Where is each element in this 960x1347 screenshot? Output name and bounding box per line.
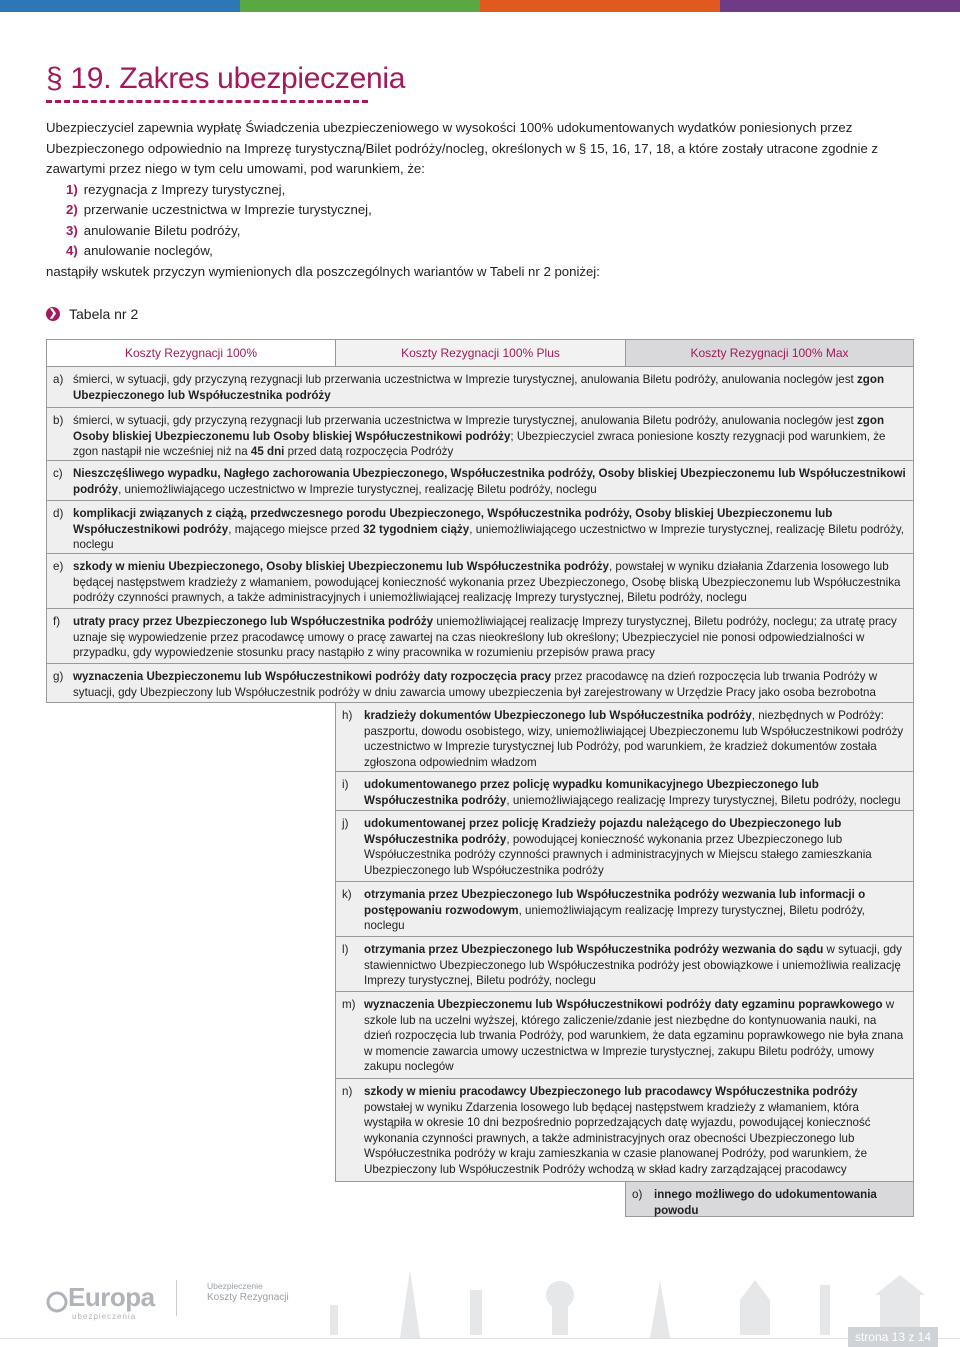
page-number: strona 13 z 14 [848, 1327, 938, 1347]
table-title-text: Tabela nr 2 [69, 306, 139, 322]
row-bold: komplikacji związanych z ciążą, przedwczesnego porodu Ubezpieczonego, Współuczestnika podróży, Osoby bliskiej Ubezpieczonemu lub Współuczestnikowi podróży [73, 507, 833, 536]
row-letter: e) [53, 560, 64, 573]
row-letter: g) [53, 670, 64, 683]
row-bold: zgon Ubezpieczonego lub Współuczestnika podróży [73, 373, 885, 402]
table-row-k [335, 881, 914, 937]
product-label [176, 1280, 289, 1316]
row-text: , uniemożliwiającym realizację Imprezy turystycznej, Biletu podróży, noclegu [364, 903, 866, 933]
product-line1: Ubezpieczenie [207, 1281, 263, 1291]
row-text: , powstałej w wyniku działania Zdarzenia losowego lub będącej następstwem kradzieży z włamaniem, powodującej konieczność wykonania przez Ubezpieczonego, Osobę bliską Ubezpieczonemu lub Współuczestnika podróży czynności prawnych, a także administracyjnych i uniemożliwiającej realizację Imprezy turystycznej, Biletu podróży, noclegu [73, 560, 901, 605]
row-bold: kradzieży dokumentów Ubezpieczonego lub Współuczestnika podróży [364, 709, 752, 722]
topbar-purple [720, 0, 960, 12]
row-bold: wyznaczenia Ubezpieczonemu lub Współuczestnikowi podróży daty egzaminu poprawkowego [364, 998, 883, 1011]
row-letter: j) [342, 817, 349, 830]
row-text: , niezbędnych w Podróży: paszportu, dowodu osobistego, wizy, uniemożliwiającej Ubezpieczonemu lub Współuczestnikowi podróży uczestnictwo w Imprezie turystycznej lub Podróży, pod warunkiem, że kradzież dokumentów została zgłoszona odpowiednim władzom [364, 709, 904, 769]
heading-underline [46, 100, 368, 103]
row-bold: otrzymania przez Ubezpieczonego lub Współuczestnika podróży wezwania lub informacji o postępowaniu rozwodowym [364, 888, 866, 917]
column-header-100-max: Koszty Rezygnacji 100% Max [625, 339, 914, 367]
row-text: uniemożliwiającej realizację Imprezy turystycznej, Biletu podróży, noclegu; za utratę pracy uznaje się wypowiedzenie przez pracodawcę umowy o pracę zawartej na czas nieokreślony lub określony; Ubezpieczyciel nie ponosi odpowiedzialności w przypadku, gdy wypowiedzenie stosunku pracy nastąpiło z winy pracownika w rozumieniu przepisów prawa pracy [73, 615, 897, 660]
row-text: śmierci, w sytuacji, gdy przyczyną rezygnacji lub przerwania uczestnictwa w Imprezie turystycznej, anulowania Biletu podróży, anulowania noclegów jest [73, 373, 857, 386]
top-color-bar [0, 0, 960, 12]
table-row-o [625, 1181, 914, 1217]
product-line2: Koszty Rezygnacji [207, 1292, 289, 1303]
row-bold: szkody w mieniu Ubezpieczonego, Osoby bliskiej Ubezpieczonemu lub Współuczestnika podróży [73, 560, 609, 573]
row-bold: innego możliwego do udokumentowania powodu [654, 1188, 877, 1217]
item-text: przerwanie uczestnictwa w Imprezie turystycznej, [83, 202, 372, 217]
list-item [66, 241, 916, 262]
row-text: w szkole lub na uczelni wyższej, którego zaliczenie/zdanie jest niezbędne do kontynuowania nauki, na dzień rozpoczęcia lub trwania Podróży, pod warunkiem, że data egzaminu poprawkowego nie była znana w momencie zawarcia umowy uczestnictwa w Imprezie turystycznej, zakupu Biletu podróży, umowy zakupu noclegów [364, 998, 904, 1074]
row-letter: m) [342, 998, 356, 1011]
intro [46, 118, 916, 282]
table-row-i [335, 771, 914, 811]
row-letter: i) [342, 778, 349, 791]
column-header-100: Koszty Rezygnacji 100% [46, 339, 336, 367]
row-text: śmierci, w sytuacji, gdy przyczyną rezygnacji lub przerwania uczestnictwa w Imprezie turystycznej, anulowania Biletu podróży, anulowania noclegów jest [73, 414, 857, 427]
table-title [46, 306, 138, 322]
row-bold: otrzymania przez Ubezpieczonego lub Współuczestnika podróży wezwania do sądu [364, 943, 824, 956]
row-text: przez pracodawcę na dzień rozpoczęcia lub trwania Podróży w sytuacji, gdy Ubezpieczony lub Współuczestnik podróży w dniu zawarcia umowy ubezpieczenia był zarejestrowany w Urzędzie Pracy jako osoba bezrobotna [73, 670, 878, 699]
table-row-d [46, 500, 914, 554]
item-text: rezygnacja z Imprezy turystycznej, [83, 181, 286, 197]
table-row-l [335, 936, 914, 992]
row-letter: b) [53, 414, 64, 427]
table-row-g [46, 663, 914, 703]
column-header-100-plus: Koszty Rezygnacji 100% Plus [335, 339, 626, 367]
row-text: powstałej w wyniku Zdarzenia losowego lub będącej następstwem kradzieży z włamaniem, która wystąpiła w okresie 10 dni bezpośrednio poprzedzających datę wyjazdu, powodującej konieczność wykonania czynności prawnych, a także administracyjnych oraz obecności Ubezpieczonego lub Współuczestnika podróży w kraju zamieszkania w czasie planowanej Podróży, pod warunkiem, że Ubezpieczony lub Współuczestnik Podróży wchodzą w skład kadry zarządzającej pracodawcy [364, 1100, 871, 1176]
intro-closing: nastąpiły wskutek przyczyn wymienionych dla poszczególnych wariantów w Tabeli nr 2 poniżej: [46, 263, 600, 279]
list-item [66, 221, 916, 242]
row-letter: o) [632, 1188, 643, 1201]
row-text: , powodującej konieczność wykonania przez Ubezpieczonego lub Współuczestnika podróży czynności prawnych i administracyjnych w Miejscu stałego zamieszkania Ubezpieczonego lub Współuczestnika podróży [364, 832, 872, 877]
chevron-right-icon: ❯ [46, 307, 60, 321]
table-row-a [46, 366, 914, 408]
topbar-green [240, 0, 480, 12]
item-text: anulowanie Biletu podróży, [83, 222, 241, 238]
row-bold: zgon Osoby bliskiej Ubezpieczonemu lub Osoby bliskiej Współuczestnikowi podróży [73, 414, 885, 443]
row-bold: utraty pracy przez Ubezpieczonego lub Współuczestnika podróży [73, 615, 434, 628]
row-letter: l) [342, 943, 349, 956]
table-row-h [335, 702, 914, 772]
row-text: , uniemożliwiającego realizację Imprezy turystycznej, Biletu podróży, noclegu [506, 793, 901, 807]
row-text: ; Ubezpieczyciel zwraca poniesione koszty rezygnacji pod warunkiem, że zgon nastąpił nie wcześniej niż na [73, 429, 886, 459]
logo-name: Europa [68, 1282, 155, 1312]
row-text: w sytuacji, gdy stawiennictwo Ubezpieczonego lub Współuczestnika podróży jest obowiązkowe i uniemożliwia realizację Imprezy turystycznej, Biletu podróży, noclegu [364, 943, 902, 988]
topbar-orange [480, 0, 720, 12]
table-row-f [46, 608, 914, 664]
section-heading: § 19. Zakres ubezpieczenia [46, 62, 406, 95]
table-row-j [335, 810, 914, 882]
row-letter: d) [53, 507, 64, 520]
topbar-blue [0, 0, 240, 12]
row-letter: k) [342, 888, 352, 901]
item-number: 4) [66, 243, 78, 258]
row-text: , uniemożliwiającego uczestnictwo w Imprezie turystycznej, realizację Biletu podróży, noclegu [118, 482, 597, 496]
row-letter: a) [53, 373, 64, 386]
logo-subtitle: ubezpieczenia [72, 1312, 137, 1321]
row-bold: wyznaczenia Ubezpieczonemu lub Współuczestnikowi podróży daty rozpoczęcia pracy [73, 670, 552, 683]
row-text: , mającego miejsce przed [228, 522, 363, 536]
row-text: przed datą rozpoczęcia Podróży [284, 445, 454, 459]
row-bold: udokumentowanego przez policję wypadku komunikacyjnego Ubezpieczonego lub Współuczestnika podróży [364, 778, 819, 807]
row-text: , uniemożliwiającego uczestnictwo w Imprezie turystycznej, realizację Biletu podróży, noclegu [73, 522, 904, 552]
intro-paragraph: Ubezpieczyciel zapewnia wypłatę Świadczenia ubezpieczeniowego w wysokości 100% udokumentowanych wydatków poniesionych przez Ubezpieczonego odpowiednio na Imprezę turystyczną/Bilet podróży/nocleg, określonych w § 15, 16, 17, 18, a które zostały utracone zgodnie z zawartymi przez niego w tym celu umowami, pod warunkiem, że: [46, 120, 879, 176]
item-text: anulowanie noclegów, [83, 243, 213, 258]
europa-logo [46, 1282, 155, 1321]
row-letter: c) [53, 467, 63, 480]
table-row-b [46, 407, 914, 461]
row-bold: szkody w mieniu pracodawcy Ubezpieczonego lub pracodawcy Współuczestnika podróży [364, 1085, 858, 1098]
list-item [66, 200, 916, 221]
item-number: 2) [66, 202, 78, 217]
row-letter: h) [342, 709, 353, 722]
table-row-c [46, 460, 914, 501]
row-letter: n) [342, 1085, 353, 1098]
conditions-list [66, 180, 916, 262]
row-bold: udokumentowanej przez policję Kradzieży pojazdu należącego do Ubezpieczonego lub Współuczestnika podróży [364, 817, 842, 846]
row-letter: f) [53, 615, 61, 628]
table-row-e [46, 553, 914, 609]
row-bold: 45 dni [250, 445, 285, 459]
row-bold: 32 tygodniem ciąży [362, 522, 470, 536]
row-bold: Nieszczęśliwego wypadku, Nagłego zachorowania Ubezpieczonego, Współuczestnika podróży, Osoby bliskiej Ubezpieczonemu lub Współuczestnikowi podróży [73, 467, 906, 496]
logo-swirl-icon [46, 1291, 68, 1313]
list-item [66, 180, 916, 201]
item-number: 1) [66, 181, 78, 197]
item-number: 3) [66, 222, 78, 238]
table-row-n [335, 1078, 914, 1182]
table-row-m [335, 991, 914, 1079]
